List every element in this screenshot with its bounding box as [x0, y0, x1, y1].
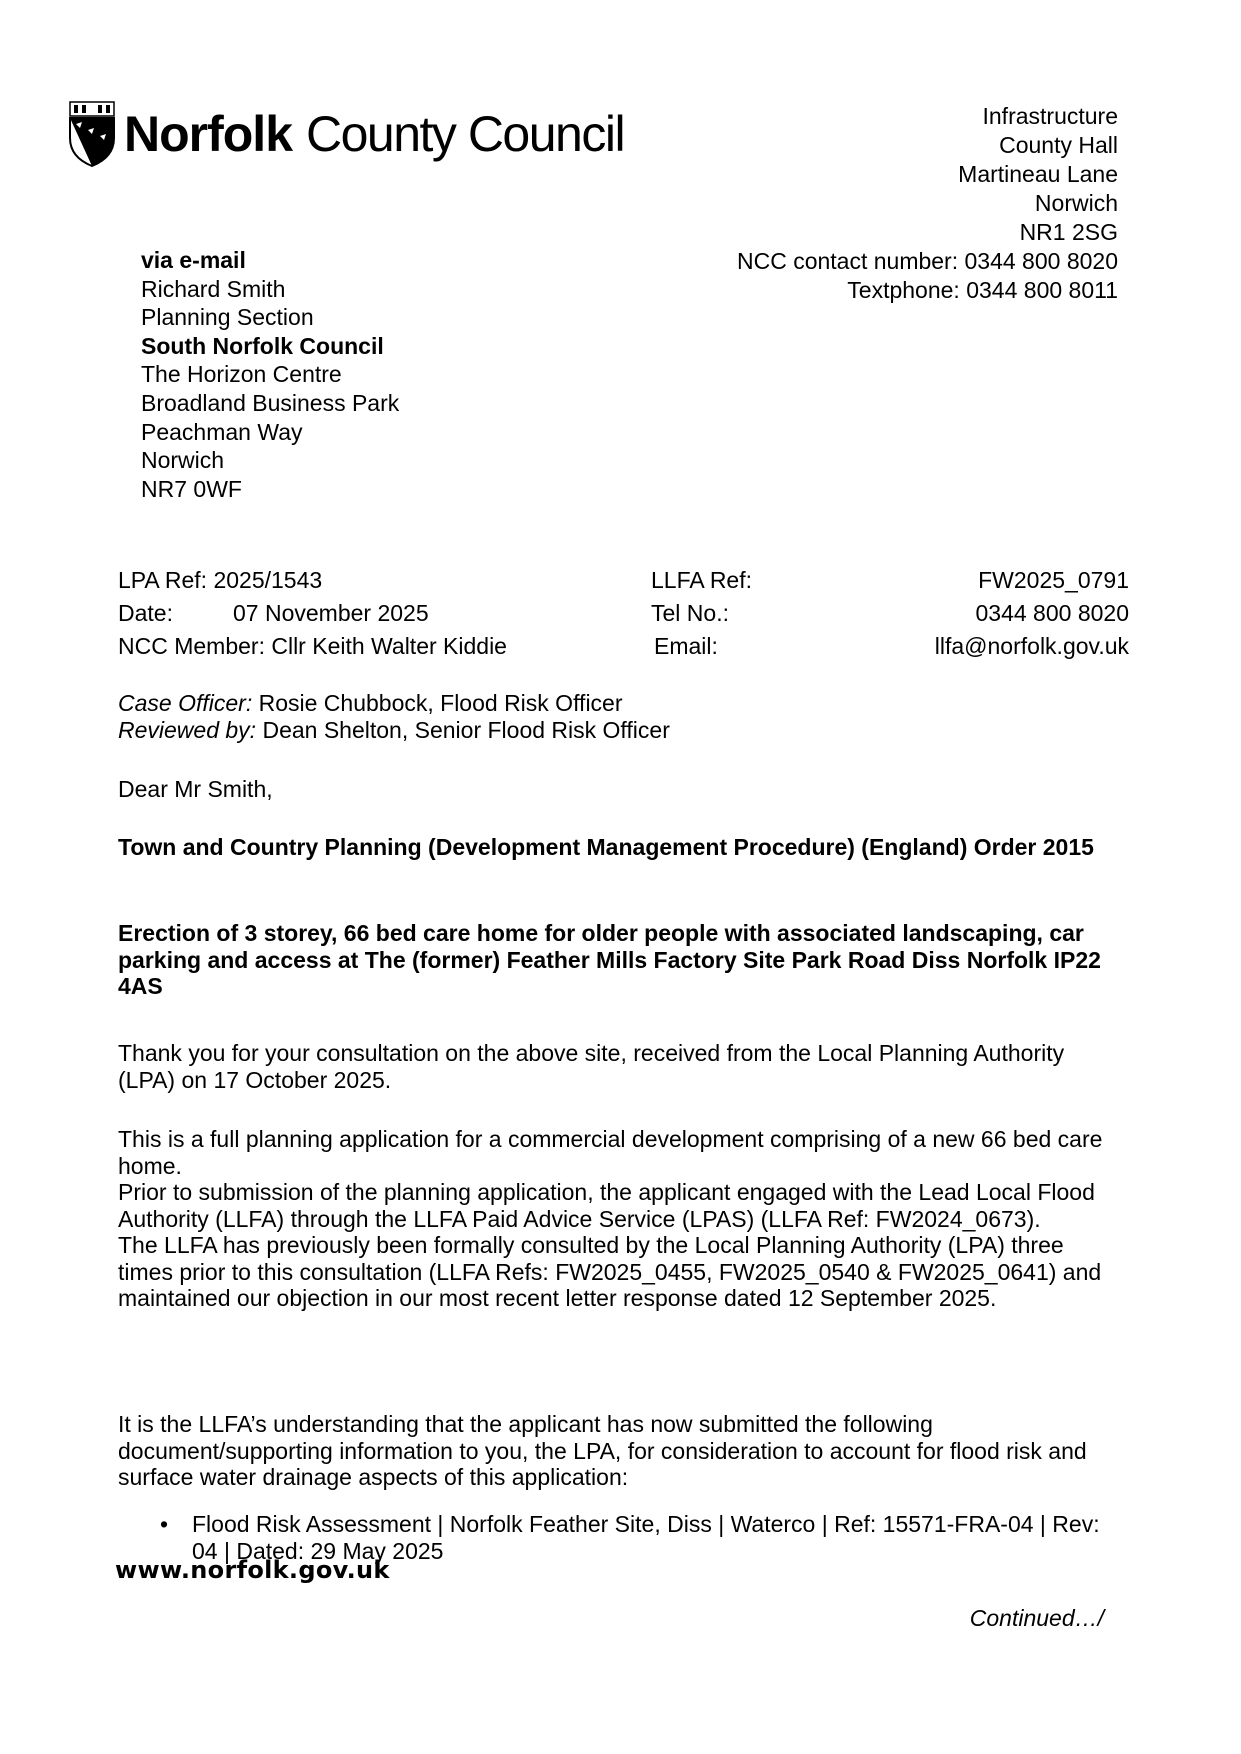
website-link[interactable]: www.norfolk.gov.uk: [115, 1556, 390, 1584]
tel-label: Tel No.:: [651, 600, 729, 626]
sender-line-street: Martineau Lane: [958, 161, 1118, 187]
logo-wordmark-light: County Council: [306, 106, 625, 162]
llfa-ref-value: FW2025_0791: [978, 567, 1129, 593]
reference-row: [0, 566, 1241, 596]
body-paragraph: The LLFA has previously been formally consulted by the Local Planning Authority (LPA) three times prior to this consultation (LLFA Refs: FW2025_0455, FW2025_0540 & FW2025_0641) and maintained our objection in our most recent letter response dated 12 September 2025.: [118, 1232, 1102, 1311]
list-item-text: Flood Risk Assessment | Norfolk Feather Site, Diss | Waterco | Ref: 15571-FRA-04 | Rev: 04 | Dated: 29 May 2025: [192, 1511, 1100, 1564]
recipient-address-line: NR7 0WF: [141, 475, 242, 502]
legislation-heading: Town and Country Planning (Development Management Procedure) (England) Order 2015: [118, 834, 1094, 860]
sender-textphone: Textphone: 0344 800 8011: [847, 277, 1118, 303]
officer-details: [118, 690, 1123, 743]
sender-line-postcode: NR1 2SG: [1019, 219, 1118, 245]
body-paragraph-group: [118, 1126, 1123, 1312]
continued-note: Continued…/: [969, 1605, 1104, 1631]
body-paragraph: Prior to submission of the planning application, the applicant engaged with the Lead Local Flood Authority (LLFA) through the LLFA Paid Advice Service (LPAS) (LLFA Ref: FW2024_0673).: [118, 1179, 1095, 1232]
email-value[interactable]: llfa@norfolk.gov.uk: [934, 633, 1129, 659]
recipient-address-line: Norwich: [141, 447, 225, 474]
date-label: Date:: [118, 600, 173, 626]
reference-row: [0, 632, 1241, 662]
reference-row: [0, 599, 1241, 629]
case-officer-name: Rosie Chubbock, Flood Risk Officer: [252, 690, 623, 716]
council-logo: [66, 98, 624, 170]
recipient-address-line: The Horizon Centre: [141, 361, 342, 388]
case-officer-label: Case Officer:: [118, 690, 253, 716]
recipient-section: Planning Section: [141, 304, 314, 331]
delivery-method: via e-mail: [141, 247, 246, 273]
date-value: 07 November 2025: [233, 600, 429, 626]
bullet-icon: •: [160, 1511, 169, 1537]
sender-contact-number: NCC contact number: 0344 800 8020: [736, 248, 1118, 274]
recipient-name: Richard Smith: [141, 275, 286, 302]
sender-line-department: Infrastructure: [982, 103, 1118, 129]
body-paragraph: This is a full planning application for a commercial development comprising of a new 66 bed care home.: [118, 1126, 1103, 1179]
proposal-heading: Erection of 3 storey, 66 bed care home for older people with associated landscaping, car parking and access at The (former) Feather Mills Factory Site Park Road Diss Norfolk IP22 4AS: [118, 920, 1101, 999]
tel-value: 0344 800 8020: [975, 600, 1129, 626]
body-paragraph: Thank you for your consultation on the above site, received from the Local Planning Authority (LPA) on 17 October 2025.: [118, 1040, 1065, 1093]
sender-address: [737, 102, 1118, 305]
reviewed-by-label: Reviewed by:: [118, 716, 257, 743]
recipient-address: [141, 246, 399, 503]
norfolk-crest-icon: [66, 100, 118, 168]
recipient-address-line: Broadland Business Park: [141, 389, 400, 416]
llfa-ref-label: LLFA Ref:: [651, 567, 753, 593]
body-paragraph: It is the LLFA’s understanding that the applicant has now submitted the following document/supporting information to you, the LPA, for consideration to account for flood risk and surface water drainage aspects of this application:: [118, 1411, 1087, 1490]
case-officer: [118, 690, 1123, 717]
recipient-address-line: Peachman Way: [141, 418, 303, 445]
email-label: Email:: [654, 633, 718, 659]
sender-line-building: County Hall: [999, 132, 1118, 158]
reviewed-by: [118, 717, 1123, 744]
sender-line-city: Norwich: [1034, 190, 1118, 216]
lpa-reference: LPA Ref: 2025/1543: [118, 567, 323, 593]
salutation: Dear Mr Smith,: [118, 776, 273, 802]
recipient-council: South Norfolk Council: [141, 332, 384, 359]
ncc-member: NCC Member: Cllr Keith Walter Kiddie: [118, 633, 507, 659]
logo-wordmark-bold: Norfolk: [124, 106, 292, 162]
reviewed-by-name: Dean Shelton, Senior Flood Risk Officer: [256, 716, 670, 743]
